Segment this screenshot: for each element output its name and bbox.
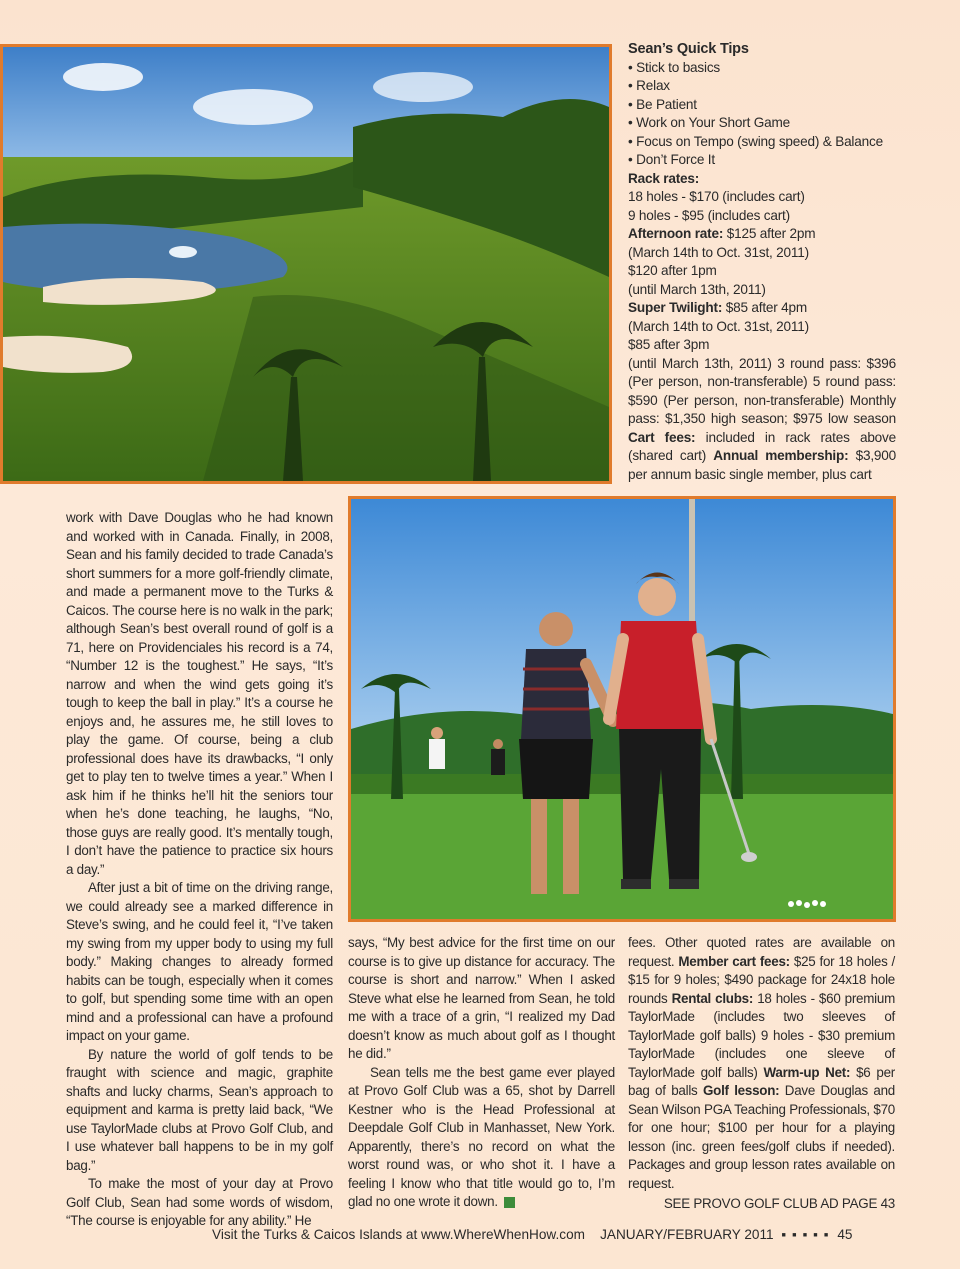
footer-visit-text: Visit the Turks & Caicos Islands at www.WhereWhenHow.com — [212, 1227, 585, 1242]
tip-item: • Stick to basics — [628, 59, 896, 78]
rental-clubs-label: Rental clubs: — [671, 990, 754, 1006]
article-paragraph: By nature the world of golf tends to be fraught with science and magic, graphite shafts and lucky charms, Sean’s approach to equipment and karma is pretty laid back, “We use TaylorMade clubs at Provo Golf Club, and I use whatever ball happens to be in my golf bag.” — [66, 1046, 333, 1173]
article-column-1 — [66, 509, 333, 1231]
rate-line: $120 after 1pm — [628, 263, 717, 278]
article-paragraph: To make the most of your day at Provo Golf Club, Sean had some words of wisdom, “The course is enjoyable for any ability.” He — [66, 1176, 333, 1228]
member-cart-fees-label: Member cart fees: — [678, 953, 790, 969]
footer-dots: ▪ ▪ ▪ ▪ ▪ — [781, 1227, 830, 1242]
rack-rate-line: 18 holes - $170 (includes cart) — [628, 189, 805, 204]
page-number: 45 — [837, 1227, 853, 1242]
article-paragraph-text: Sean tells me the best game ever played at Provo Golf Club was a 65, shot by Darrell Kestner who is the Head Professional at Deepdale Golf Club in Manhasset, New York. Apparently, there’s no record on what the worst round was, or who shot it. I have a feeling I know who that title would go to, I’m glad no one wrote it down. — [348, 1064, 615, 1209]
tip-item: • Work on Your Short Game — [628, 114, 896, 133]
passes-text: (until March 13th, 2011) 3 round pass: $396 (Per person, non-transferable) 5 round pass: $590 (Per person, non-transferable) Monthly pass: $1,350 high season; $975 low season — [628, 355, 896, 426]
end-of-article-icon — [504, 1197, 515, 1208]
see-ad-reference: SEE PROVO GOLF CLUB AD PAGE 43 — [663, 1196, 895, 1211]
rates-text: $25 for 18 holes / $15 for 9 holes; $490 package for 24x18 hole rounds — [628, 953, 896, 1006]
article-paragraph: says, “My best advice for the first time on our course is to give up distance for accuracy. The course is short and narrow.” When I asked Steve what else he learned from Sean, he told me with a trace of a grin, “I realized my Dad doesn’t know as much about golf as I thought he did.” — [348, 935, 615, 1061]
super-twilight-value: $85 after 4pm — [722, 300, 808, 315]
rates-text: Dave Douglas and Sean Wilson PGA Teaching Professionals, $70 for one hour; $100 per hour for a playing lesson (inc. green fees/golf clubs if needed). Packages and group lesson rates available on request. — [628, 1083, 895, 1191]
article-paragraph: work with Dave Douglas who he had known and worked with in Canada. Finally, in 2008, Sean and his family decided to trade Canada’s short summers for a more golf-friendly climate, and made a permanent move to the Turks & Caicos. The course here is no walk in the park; although Sean’s best overall round of golf is a 71, here on Providenciales his record is a 74, “Number 12 is the toughest.” He says, “It’s narrow and when the wind gets going it’s tough to keep the ball in play.” It’s a course he enjoys and, he assures me, he still loves to play the game. Of course, being a club professional does have its drawbacks, “I only get to play ten to twelve times a year.” When I ask him if he thinks he’ll hit the seniors tour when he’s done teaching, he laughs, “No, those guys are really good. It’s mentally tough, I don’t have the patience to practice six hours a day.” — [66, 510, 333, 877]
driving-range-photo — [348, 496, 896, 922]
article-column-3 — [628, 934, 895, 1214]
cart-fees-text: included in rack rates above (shared cart) — [628, 429, 896, 463]
tip-item: • Don’t Force It — [628, 151, 896, 170]
rates-paragraph — [628, 934, 895, 1193]
annual-membership-label: Annual membership: — [713, 448, 849, 463]
tip-item: • Relax — [628, 77, 896, 96]
article-paragraph — [348, 1064, 615, 1212]
tip-item: • Focus on Tempo (swing speed) & Balance — [628, 133, 896, 152]
page-footer — [212, 1227, 902, 1242]
quick-tips-title: Sean’s Quick Tips — [628, 41, 749, 57]
rack-rate-line: 9 holes - $95 (includes cart) — [628, 207, 790, 223]
rates-text: fees. Other quoted rates are available on request. — [628, 935, 895, 969]
rate-line: $85 after 3pm — [628, 337, 710, 352]
super-twilight-label: Super Twilight: — [628, 300, 723, 315]
afternoon-rate — [628, 225, 896, 244]
golf-lesson-label: Golf lesson: — [702, 1083, 780, 1098]
tip-item: • Be Patient — [628, 96, 896, 115]
rate-line: (March 14th to Oct. 31st, 2011) — [628, 244, 809, 260]
golf-course-photo — [0, 44, 612, 484]
passes-paragraph — [628, 355, 896, 485]
rates-text: $6 per bag of balls — [628, 1064, 896, 1098]
cart-fees-label: Cart fees: — [628, 429, 696, 445]
annual-membership-text: $3,900 per annum basic single member, plus cart — [628, 448, 896, 482]
rate-line: (until March 13th, 2011) — [628, 281, 766, 297]
article-paragraph: After just a bit of time on the driving range, we could already see a marked difference in Steve’s swing, and he could feel it, “I’ve taken my swing from my upper body to using my full body.” Making changes to already formed habits can be tough, especially when it comes to golf, but spending some time with an open mind and a professional can have a profound impact on your game. — [66, 880, 333, 1043]
quick-tips-sidebar — [628, 40, 896, 484]
afternoon-rate-label: Afternoon rate: — [628, 226, 724, 241]
afternoon-rate-value: $125 after 2pm — [723, 226, 816, 241]
super-twilight-rate — [628, 299, 896, 318]
rack-rates-label: Rack rates: — [628, 170, 700, 186]
golf-course-illustration — [3, 47, 609, 481]
article-column-2 — [348, 934, 615, 1212]
driving-range-illustration — [351, 499, 893, 919]
rate-line: (March 14th to Oct. 31st, 2011) — [628, 318, 809, 334]
warm-up-net-label: Warm-up Net: — [763, 1064, 851, 1080]
footer-issue-date: JANUARY/FEBRUARY 2011 — [600, 1227, 774, 1242]
rates-text: 18 holes - $60 premium TaylorMade (includes two sleeves of TaylorMade golf balls) 9 holes - $30 premium TaylorMade (includes one sleeve of TaylorMade golf balls) — [628, 990, 895, 1080]
